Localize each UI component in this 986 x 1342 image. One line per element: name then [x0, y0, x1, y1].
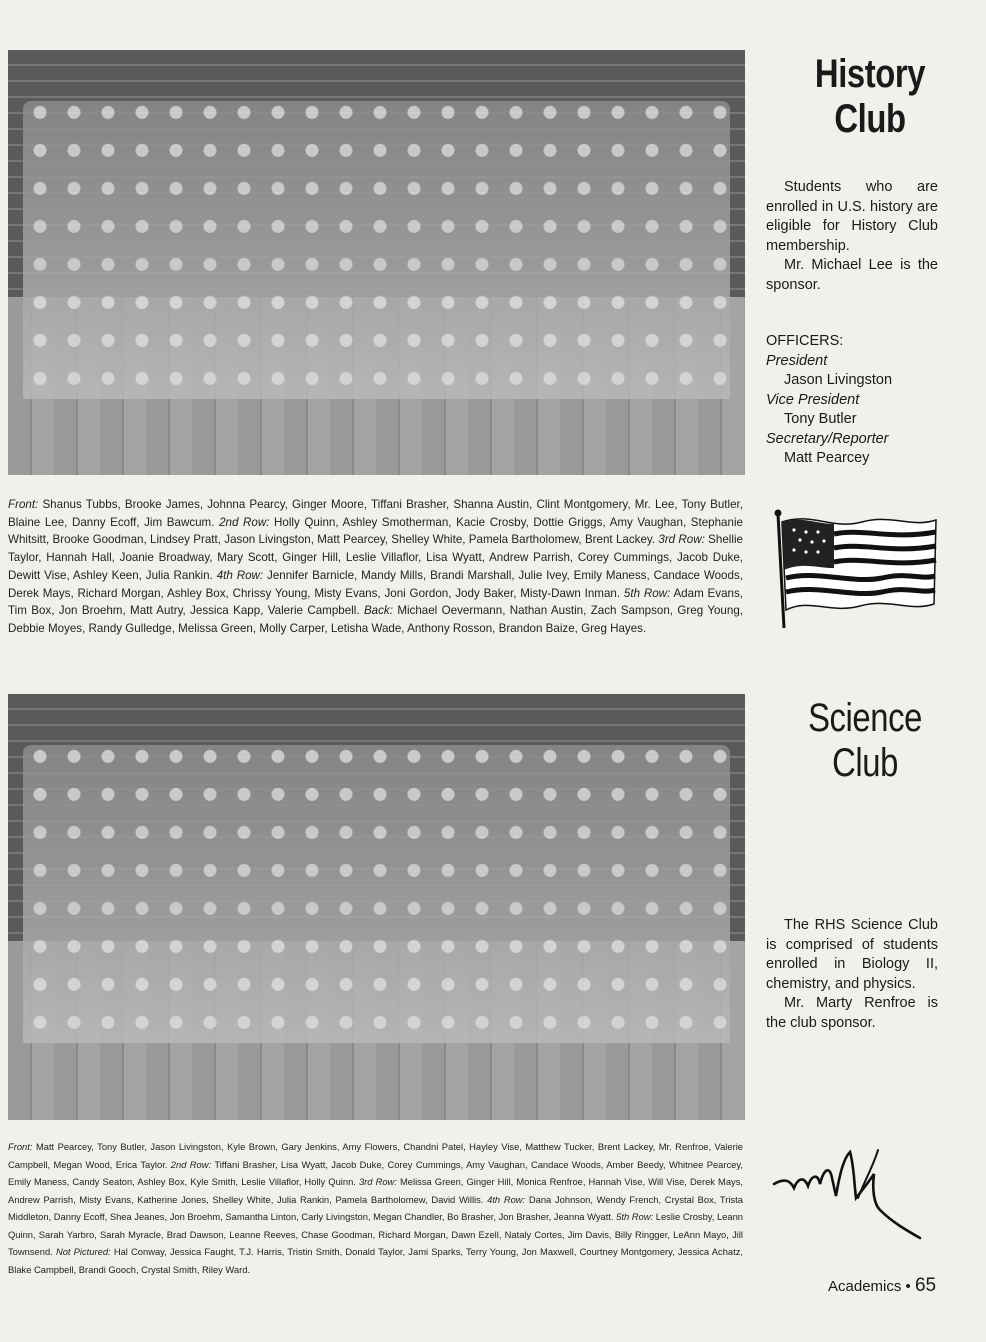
officer-role: President [766, 352, 828, 369]
officer-name: Jason Livingston [784, 372, 893, 388]
caption-row-names: Hal Conway, Jessica Faught, T.J. Harris, Tristin Smith, Donald Taylor, Jami Sparks, Terry Young, Jon Maxwell, Courtney Montgomery, Jessica Achatz, Blake Campbell, Brandi Gooch, Crystal Smith, Riley Ward. [8, 1247, 743, 1275]
caption-row-names: Holly Quinn, Ashley Smotherman, Kacie Crosby, Dottie Griggs, Amy Vaughan, Stephanie Whitsitt, Brooke Goodman, Lindsey Pratt, Jason Livingston, Matt Pearcey, Shelley White, Pamela Bartholomew, Brent Lackey. [8, 515, 743, 547]
decorative-squiggle-drawing [770, 1138, 940, 1248]
students-group [23, 101, 731, 399]
science-title-line2: Club [832, 740, 898, 785]
caption-row-label: Front: [8, 1142, 33, 1152]
officer-role: Secretary/Reporter [766, 430, 889, 447]
science-club-title [783, 696, 947, 786]
section-name: Academics [828, 1278, 902, 1295]
history-title-line2: Club [834, 96, 906, 141]
caption-row-label: Not Pictured: [55, 1247, 111, 1257]
science-desc-paragraph: The RHS Science Club is comprised of students enrolled in Biology II, chemistry, and physics. [766, 917, 938, 992]
page-number: 65 [914, 1275, 937, 1296]
caption-row-names: Jennifer Barnicle, Mandy Mills, Brandi Marshall, Julie Ivey, Emily Maness, Candace Woods, Derek Mays, Richard Morgan, Ashley Box, Chrissy Young, Misty Evans, Joni Gordon, Jody Baker, Misty-Dawn Inman. [8, 568, 743, 600]
history-club-title [788, 52, 952, 142]
history-desc-paragraph: Students who are enrolled in U.S. history are eligible for History Club membership. [766, 179, 938, 254]
caption-row-label: 4th Row: [216, 568, 264, 582]
officer-role: Vice President [766, 391, 860, 408]
science-club-description [766, 916, 938, 1033]
caption-row-names: Shanus Tubbs, Brooke James, Johnna Pearcy, Ginger Moore, Tiffani Brasher, Shanna Austin, Clint Montgomery, Mr. Lee, Tony Butler, Blaine Lee, Danny Ecoff, Jim Bawcum. [8, 498, 743, 529]
caption-row-names: Michael Oevermann, Nathan Austin, Zach Sampson, Greg Young, Debbie Moyes, Randy Gulledge, Melissa Green, Molly Carper, Letisha Wade, Anthony Rosson, Brandon Baize, Greg Hayes. [8, 604, 743, 635]
caption-row-label: 3rd Row: [358, 1177, 397, 1187]
officers-heading: OFFICERS: [766, 333, 844, 349]
caption-row-label: 3rd Row: [658, 533, 705, 547]
science-title-line1: Science [808, 696, 922, 740]
caption-row-names: Leslie Crosby, Leann Quinn, Sarah Yarbro, Sarah Myracle, Brad Dawson, Leanne Reeves, Chase Goodman, Richard Morgan, Dawn Ezell, Nataly Cortes, Jim Davis, Billy Ringger, LeAnn Mayo, Jill Townsend. [8, 1212, 744, 1257]
caption-row-label: 5th Row: [623, 586, 671, 600]
science-club-caption [8, 1139, 743, 1279]
caption-row-label: 4th Row: [487, 1194, 526, 1205]
caption-row-label: 2nd Row: [170, 1159, 212, 1170]
history-officers-list [766, 332, 892, 469]
caption-row-names: Tiffani Brasher, Lisa Wyatt, Jacob Duke, Corey Cummings, Amy Vaughan, Candace Woods, Amber Beedy, Whitnee Pearcey, Emily Maness, Candy Seaton, Ashley Box, Kyle Smith, Leslie Villaflor, Holly Quinn. [8, 1159, 743, 1187]
footer-bullet: • [905, 1278, 911, 1295]
caption-row-label: 5th Row: [616, 1212, 654, 1222]
caption-row-names: Melissa Green, Ginger Hill, Monica Renfroe, Hannah Vise, Will Vise, Derek Mays, Andrew Parrish, Misty Evans, Katherine Jones, Shelley White, Julia Rankin, Pamela Bartholomew, David Willis. [8, 1177, 743, 1205]
caption-row-label: Front: [8, 498, 39, 511]
caption-row-names: Matt Pearcey, Tony Butler, Jason Livingston, Kyle Brown, Gary Jenkins, Amy Flowers, Chandni Patel, Hayley Vise, Matthew Tucker, Brent Lackey, Mr. Renfroe, Valerie Campbell, Megan Wood, Erica Taylor. [8, 1142, 743, 1170]
officer-name: Matt Pearcey [784, 450, 870, 466]
history-sponsor-paragraph: Mr. Michael Lee is the sponsor. [766, 257, 938, 293]
officer-name: Tony Butler [784, 411, 857, 427]
caption-row-label: Back: [363, 604, 393, 618]
american-flag-illustration [772, 508, 940, 632]
history-title-line1: History [814, 52, 926, 96]
caption-row-names: Dana Johnson, Wendy French, Crystal Box, Trista Middleton, Danny Ecoff, Shea Jeanes, Jon Broehm, Samantha Linton, Carly Livingston, Megan Chandler, Bo Brasher, Jon Brasher, Jeanna Wyatt. [8, 1194, 743, 1222]
history-club-caption [8, 496, 743, 638]
students-group [23, 745, 731, 1043]
caption-row-label: 2nd Row: [219, 515, 270, 529]
history-club-group-photo [8, 50, 745, 475]
science-sponsor-paragraph: Mr. Marty Renfroe is the club sponsor. [766, 995, 938, 1031]
caption-row-names: Adam Evans, Tim Box, Jon Broehm, Matt Autry, Jessica Kapp, Valerie Campbell. [8, 586, 744, 618]
science-club-group-photo [8, 694, 745, 1120]
page-footer [828, 1275, 936, 1297]
caption-row-names: Shellie Taylor, Hannah Hall, Joanie Broadway, Mary Scott, Ginger Hill, Leslie Villaflor, Lisa Wyatt, Andrew Parrish, Corey Cummings, Jacob Duke, Dewitt Vise, Ashley Keen, Julia Rankin. [8, 533, 743, 582]
history-club-description [766, 178, 938, 295]
